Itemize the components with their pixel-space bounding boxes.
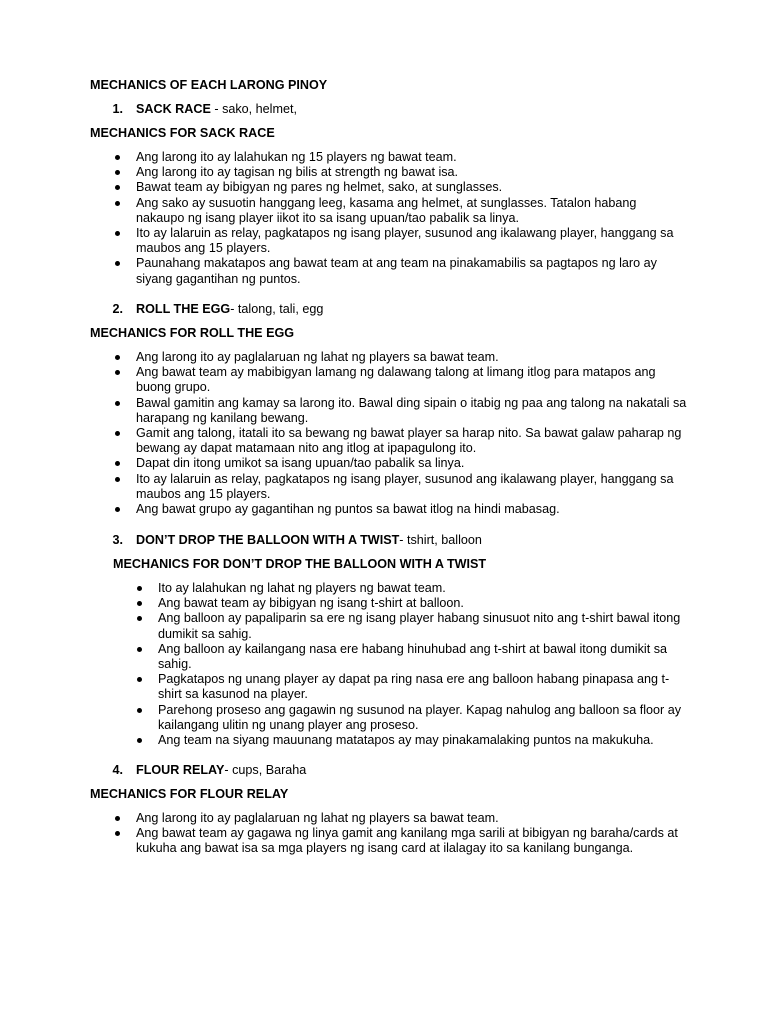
list-item <box>136 226 688 256</box>
bullet-icon <box>137 708 142 713</box>
list-item <box>158 672 688 702</box>
section-number: 2. <box>112 302 123 316</box>
list-item <box>158 581 688 596</box>
section-heading: MECHANICS FOR SACK RACE <box>90 126 275 140</box>
list-item-text: Ito ay lalahukan ng lahat ng players ng bawat team. <box>158 581 446 595</box>
list-item <box>136 502 688 517</box>
game-materials: - tshirt, balloon <box>399 533 482 547</box>
game-name: SACK RACE <box>136 102 211 116</box>
list-item-text: Bawal gamitin ang kamay sa larong ito. Bawal ding sipain o itabig ng paa ang talong na nakatali sa harapang ng kanilang bewang. <box>136 395 687 425</box>
list-item-text: Dapat din itong umikot sa isang upuan/tao pabalik sa linya. <box>136 456 465 471</box>
list-item-text: Ito ay lalaruin as relay, pagkatapos ng isang player, susunod ang ikalawang player, hanggang sa maubos ang 15 players. <box>136 226 674 256</box>
list-item <box>136 396 688 426</box>
list-item-text: Ang larong ito ay tagisan ng bilis at strength ng bawat isa. <box>136 165 459 180</box>
list-item-text: Pagkatapos ng unang player ay dapat pa ring nasa ere ang balloon habang pinapasa ang t-shirt sa kasunod na player. <box>158 672 670 702</box>
list-item <box>136 256 688 286</box>
game-name: FLOUR RELAY <box>136 763 225 777</box>
list-item <box>158 703 688 733</box>
list-item <box>136 811 688 826</box>
list-item-text: Ang bawat team ay bibigyan ng isang t-shirt at balloon. <box>158 596 464 611</box>
bullet-icon <box>115 477 120 482</box>
bullet-icon <box>137 586 142 591</box>
bullet-icon <box>115 231 120 236</box>
bullet-icon <box>115 201 120 206</box>
bullet-icon <box>137 601 142 606</box>
game-name: DON’T DROP THE BALLOON WITH A TWIST <box>136 533 400 547</box>
game-materials: - cups, Baraha <box>224 763 307 777</box>
section-item <box>136 302 323 317</box>
list-item-text: Ang team na siyang mauunang matatapos ay may pinakamalaking puntos na makukuha. <box>158 733 654 748</box>
bullet-icon <box>115 507 120 512</box>
section-heading: MECHANICS FOR FLOUR RELAY <box>90 787 289 801</box>
list-item-text: Ang balloon ay papaliparin sa ere ng isang player habang sinusuot nito ang t-shirt bawal itong dumikit sa sahig. <box>158 611 681 641</box>
list-item <box>136 365 688 395</box>
list-item-text: Bawat team ay bibigyan ng pares ng helmet, sako, at sunglasses. <box>136 180 503 195</box>
section-heading: MECHANICS FOR DON’T DROP THE BALLOON WITH A TWIST <box>113 557 487 571</box>
list-item-text: Ang bawat grupo ay gagantihan ng puntos sa bawat itlog na hindi mabasag. <box>136 502 560 517</box>
section-heading: MECHANICS FOR ROLL THE EGG <box>90 326 295 340</box>
list-item-text: Ang larong ito ay paglalaruan ng lahat ng players sa bawat team. <box>136 350 499 364</box>
list-item-text: Ang larong ito ay lalahukan ng 15 players ng bawat team. <box>136 150 457 164</box>
bullet-list <box>136 350 688 517</box>
bullet-icon <box>115 816 120 821</box>
document-title: MECHANICS OF EACH LARONG PINOY <box>90 78 328 92</box>
bullet-icon <box>115 831 120 836</box>
game-materials: - talong, tali, egg <box>230 302 324 316</box>
bullet-icon <box>115 461 120 466</box>
list-item <box>158 733 688 748</box>
bullet-icon <box>115 261 120 266</box>
list-item-text: Gamit ang talong, itatali ito sa bewang ng bawat player sa harap nito. Sa bawat galaw paharap ng bewang ay dapat matamaan nito ang itlog at ipapagulong ito. <box>136 426 682 456</box>
list-item <box>136 196 688 226</box>
list-item-text: Ang sako ay susuotin hanggang leeg, kasama ang helmet, at sunglasses. Tatalon habang nakaupo ng isang player iikot ito sa isang upuan/tao pabalik sa linya. <box>136 195 637 225</box>
bullet-icon <box>115 355 120 360</box>
bullet-icon <box>115 370 120 375</box>
section-number: 3. <box>112 533 123 547</box>
bullet-icon <box>115 431 120 436</box>
section-item <box>136 533 482 548</box>
bullet-list <box>136 150 688 287</box>
game-materials: - sako, helmet, <box>210 102 297 116</box>
list-item <box>158 596 688 611</box>
list-item <box>136 180 688 195</box>
section-item <box>136 763 306 778</box>
list-item <box>136 426 688 456</box>
list-item <box>158 642 688 672</box>
bullet-list <box>136 811 688 857</box>
game-name: ROLL THE EGG <box>136 302 231 316</box>
bullet-icon <box>115 185 120 190</box>
list-item <box>136 456 688 471</box>
bullet-icon <box>137 738 142 743</box>
list-item-text: Ang balloon ay kailangang nasa ere habang hinuhubad ang t-shirt at bawal itong dumikit sa sahig. <box>158 641 668 672</box>
bullet-icon <box>137 647 142 652</box>
section-item <box>136 102 297 117</box>
list-item <box>136 150 688 165</box>
list-item-text: Parehong proseso ang gagawin ng susunod na player. Kapag nahulog ang balloon sa floor ay kailangang ulitin ng unang player ang proseso. <box>158 702 682 732</box>
list-item-text: Ang bawat team ay gagawa ng linya gamit ang kanilang mga sarili at bibigyan ng baraha/cards at kukuha ang bawat isa sa mga players ng isang card at ilalagay ito sa kanilang bunganga. <box>136 826 678 856</box>
list-item-text: Paunahang makatapos ang bawat team at ang team na pinakamabilis sa pagtapos ng laro ay siyang gagantihan ng puntos. <box>136 256 657 286</box>
bullet-icon <box>115 155 120 160</box>
list-item <box>136 165 688 180</box>
list-item <box>136 826 688 856</box>
list-item <box>136 350 688 365</box>
list-item <box>158 611 688 641</box>
list-item-text: Ito ay lalaruin as relay, pagkatapos ng isang player, susunod ang ikalawang player, hanggang sa maubos ang 15 players. <box>136 471 674 501</box>
list-item-text: Ang bawat team ay mabibigyan lamang ng dalawang talong at limang itlog para matapos ang buong grupo. <box>136 365 656 395</box>
bullet-icon <box>115 401 120 406</box>
bullet-icon <box>137 677 142 682</box>
section-number: 1. <box>112 102 123 116</box>
section-number: 4. <box>112 763 123 777</box>
bullet-icon <box>115 170 120 175</box>
list-item-text: Ang larong ito ay paglalaruan ng lahat ng players sa bawat team. <box>136 811 499 825</box>
bullet-icon <box>137 616 142 621</box>
list-item <box>136 472 688 502</box>
bullet-list <box>158 581 688 748</box>
